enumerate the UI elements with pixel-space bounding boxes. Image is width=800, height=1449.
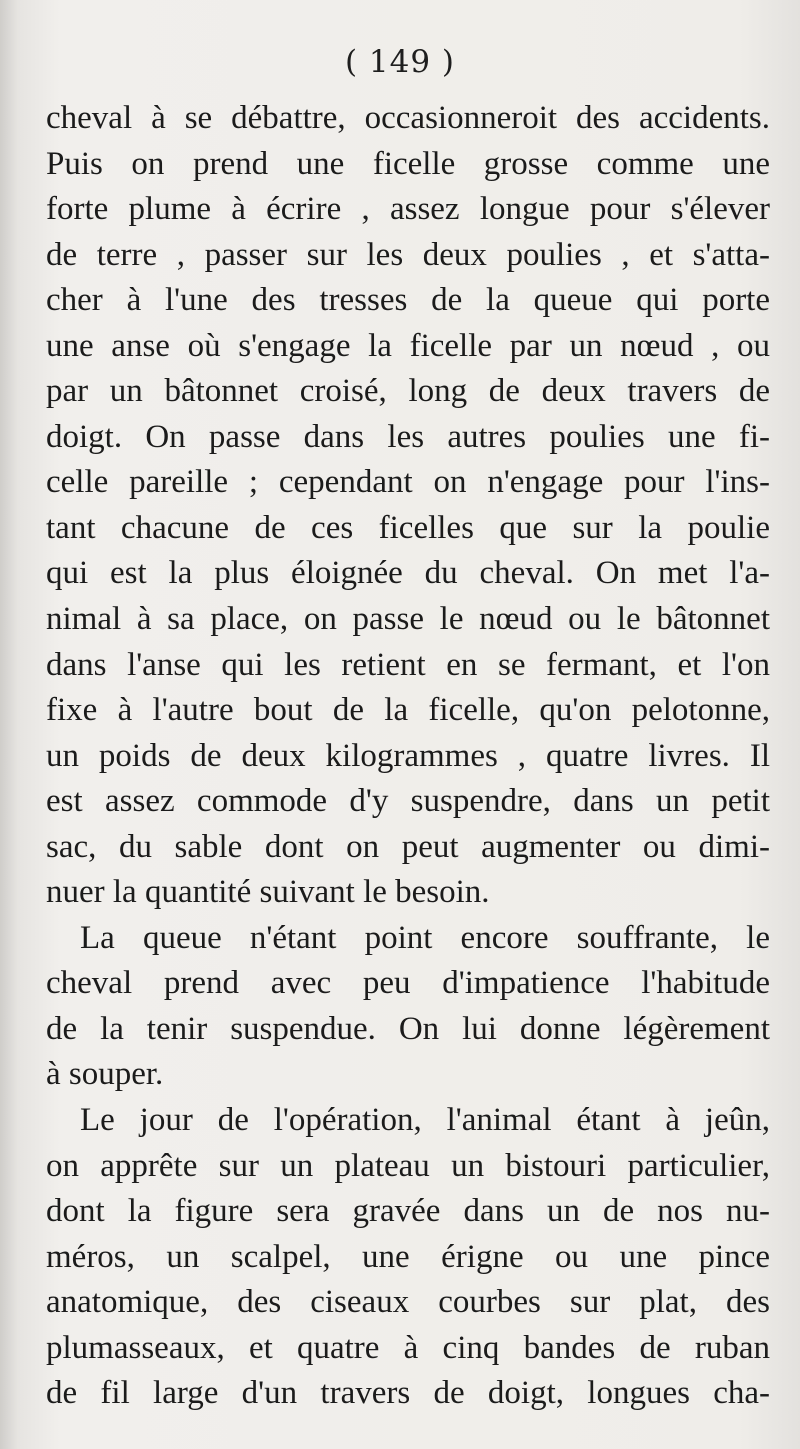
- text-line: un poids de deux kilogrammes , quatre livres. Il: [46, 737, 770, 774]
- paragraph-end-line: à souper.: [46, 1056, 164, 1093]
- text-line: dont la figure sera gravée dans un de nos nu-: [46, 1193, 770, 1230]
- text-line: plumasseaux, et quatre à cinq bandes de ruban: [46, 1329, 770, 1366]
- text-line: cher à l'une des tresses de la queue qui porte: [46, 282, 770, 319]
- text-line: on apprête sur un plateau un bistouri particulier,: [46, 1147, 770, 1184]
- text-line: Puis on prend une ficelle grosse comme une: [46, 145, 770, 182]
- text-line: par un bâtonnet croisé, long de deux travers de: [46, 373, 770, 410]
- text-line: méros, un scalpel, une érigne ou une pince: [46, 1238, 770, 1275]
- text-line: tant chacune de ces ficelles que sur la poulie: [46, 509, 770, 546]
- text-line: une anse où s'engage la ficelle par un nœud , ou: [46, 327, 770, 364]
- body-text: [46, 96, 770, 1417]
- text-line: est assez commode d'y suspendre, dans un petit: [46, 783, 770, 820]
- text-line: doigt. On passe dans les autres poulies une fi-: [46, 418, 770, 455]
- text-line: dans l'anse qui les retient en se fermant, et l'on: [46, 646, 770, 683]
- text-line: de fil large d'un travers de doigt, longues cha-: [46, 1375, 770, 1412]
- text-line: sac, du sable dont on peut augmenter ou dimi-: [46, 828, 770, 865]
- paragraph-start-line: Le jour de l'opération, l'animal étant à jeûn,: [80, 1102, 770, 1139]
- text-line: fixe à l'autre bout de la ficelle, qu'on pelotonne,: [46, 692, 770, 729]
- text-line: qui est la plus éloignée du cheval. On met l'a-: [46, 555, 770, 592]
- text-line: nimal à sa place, on passe le nœud ou le bâtonnet: [46, 601, 770, 638]
- paragraph-end-line: nuer la quantité suivant le besoin.: [46, 874, 490, 911]
- text-line: cheval à se débattre, occasionneroit des accidents.: [46, 100, 770, 136]
- text-line: forte plume à écrire , assez longue pour s'élever: [46, 191, 770, 228]
- paragraph-start-line: La queue n'étant point encore souffrante, le: [80, 919, 770, 956]
- text-line: anatomique, des ciseaux courbes sur plat, des: [46, 1284, 770, 1321]
- page-number: ( 149 ): [344, 44, 456, 80]
- text-line: de terre , passer sur les deux poulies , et s'atta-: [46, 236, 770, 273]
- text-line: celle pareille ; cependant on n'engage pour l'ins-: [46, 464, 770, 501]
- text-line: de la tenir suspendue. On lui donne légèrement: [46, 1010, 770, 1047]
- text-line: cheval prend avec peu d'impatience l'habitude: [46, 965, 770, 1002]
